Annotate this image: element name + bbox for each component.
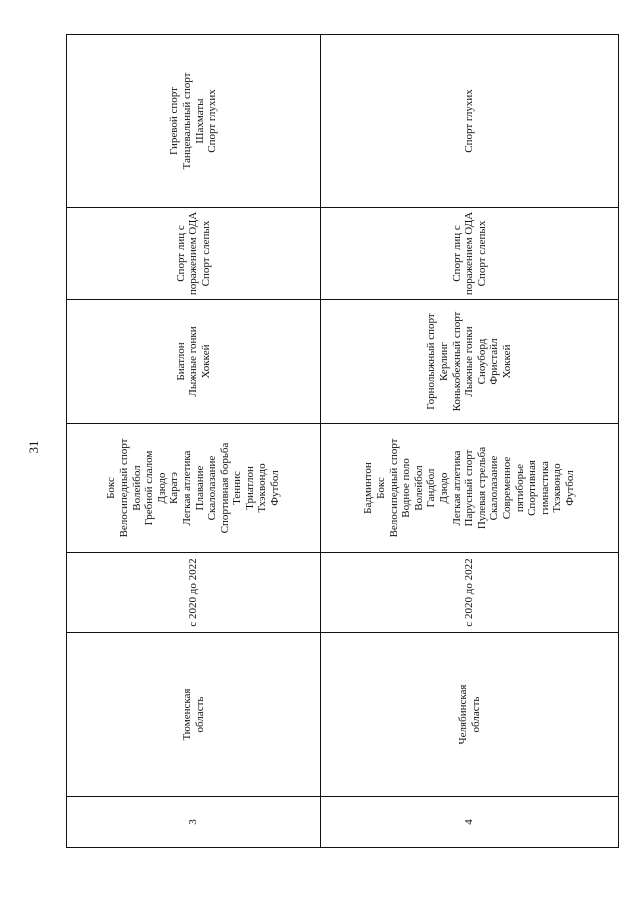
cell-line: Спорт слепых	[475, 220, 488, 287]
row-number: 4	[321, 797, 619, 848]
cell-line: Спортивная	[526, 460, 539, 516]
cell-line: Скалолазание	[488, 455, 501, 521]
cell-line: Парусный спорт	[463, 449, 476, 527]
cell-line: Гребной слалом	[143, 450, 156, 526]
cell-line: Бокс	[105, 477, 118, 499]
sports-table	[66, 34, 619, 848]
row-number: 3	[67, 797, 321, 848]
cell-line: пятиборье	[513, 463, 526, 513]
cell-line: Тхэквондо	[256, 463, 269, 513]
disabled-sports-cell	[321, 208, 619, 300]
other-sports-cell	[67, 35, 321, 208]
cell-line: Футбол	[269, 470, 282, 506]
cell-line: Водное поло	[400, 458, 413, 518]
cell-line: поражением ОДА	[187, 211, 200, 296]
cell-line: Спорт слепых	[199, 220, 212, 287]
period-cell: с 2020 до 2022	[321, 553, 619, 633]
cell-line: Гандбол	[425, 468, 438, 508]
cell-line: Велосипедный спорт	[387, 438, 400, 538]
cell-line: Дзюдо	[438, 472, 451, 504]
cell-line: Хоккей	[500, 344, 513, 379]
region-cell	[67, 633, 321, 797]
summer-sports-cell	[321, 424, 619, 553]
table-row	[321, 35, 619, 848]
region-cell	[321, 633, 619, 797]
cell-line: Сноуборд	[475, 338, 488, 385]
table-row	[67, 35, 321, 848]
cell-line: гимнастика	[538, 461, 551, 515]
cell-line: Шахматы	[193, 98, 206, 144]
cell-line: Каратэ	[168, 472, 181, 504]
cell-line: Фристайл	[488, 338, 501, 385]
cell-line: Футбол	[563, 470, 576, 506]
cell-line: Спортивная борьба	[218, 442, 231, 534]
cell-line: Лыжные гонки	[187, 326, 200, 397]
cell-line: Современное	[500, 456, 513, 520]
disabled-sports-cell	[67, 208, 321, 300]
cell-line: Тюменская	[180, 688, 193, 741]
cell-line: Спорт глухих	[206, 89, 219, 153]
cell-line: Тхэквондо	[551, 463, 564, 513]
period-cell: с 2020 до 2022	[67, 553, 321, 633]
cell-line: Волейбол	[130, 465, 143, 511]
cell-line: Бадминтон	[362, 462, 375, 514]
cell-line: Плавание	[193, 465, 206, 511]
cell-line: область	[469, 696, 482, 733]
cell-line: поражением ОДА	[463, 211, 476, 296]
summer-sports-cell	[67, 424, 321, 553]
table-frame	[66, 35, 618, 848]
cell-line: Керлинг	[438, 342, 451, 381]
cell-line: Гиревой спорт	[168, 87, 181, 155]
cell-line: Лыжные гонки	[463, 326, 476, 397]
page-number: 31	[26, 440, 41, 454]
other-sports-cell	[321, 35, 619, 208]
cell-line: Хоккей	[199, 344, 212, 379]
cell-line: Пулевая стрельба	[475, 446, 488, 530]
cell-line: Спорт лиц с	[174, 225, 187, 282]
cell-line: Легкая атлетика	[180, 450, 193, 526]
cell-line: Легкая атлетика	[450, 450, 463, 526]
cell-line: Челябинская	[456, 684, 469, 745]
cell-line: Спорт лиц с	[450, 225, 463, 282]
cell-line: область	[193, 696, 206, 733]
cell-line: Велосипедный спорт	[117, 438, 130, 538]
cell-line: Танцевальный спорт	[180, 72, 193, 170]
cell-line: Дзюдо	[155, 472, 168, 504]
cell-line: Волейбол	[412, 465, 425, 511]
cell-line: Биатлон	[174, 342, 187, 381]
winter-sports-cell	[67, 300, 321, 424]
cell-line: Теннис	[231, 471, 244, 505]
cell-line: Бокс	[375, 477, 388, 499]
cell-line: Триатлон	[243, 466, 256, 510]
cell-line: Спорт глухих	[463, 89, 476, 153]
cell-line: Конькобежный спорт	[450, 311, 463, 412]
winter-sports-cell	[321, 300, 619, 424]
cell-line: Горнолыжный спорт	[425, 313, 438, 410]
cell-line: Скалолазание	[206, 455, 219, 521]
